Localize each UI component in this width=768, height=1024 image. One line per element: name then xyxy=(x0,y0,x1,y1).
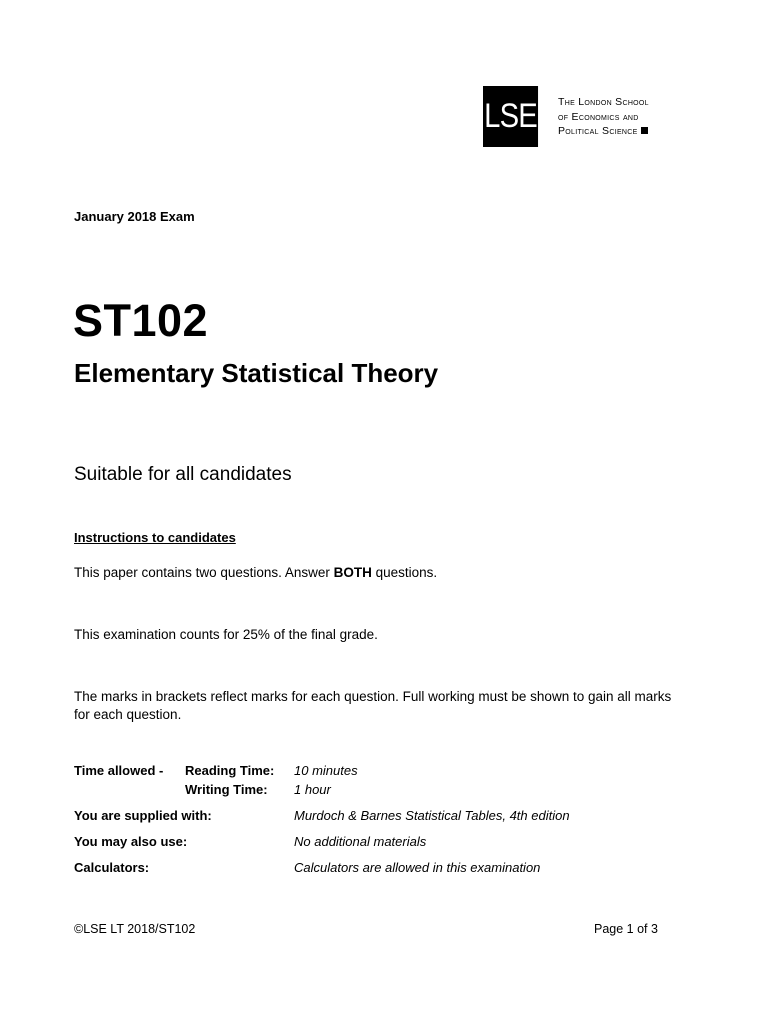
logo-text-line-1: The London School xyxy=(558,96,649,108)
logo-text-line-3-wrap xyxy=(558,124,649,139)
instructions-heading: Instructions to candidates xyxy=(74,530,236,545)
instruction-answer-bold: BOTH xyxy=(333,565,372,580)
square-icon xyxy=(641,127,648,134)
may-use-value: No additional materials xyxy=(294,834,427,849)
lse-logo-mark xyxy=(483,86,538,147)
supplied-label: You are supplied with: xyxy=(74,808,212,823)
writing-time-label: Writing Time: xyxy=(185,782,268,797)
writing-time-value: 1 hour xyxy=(294,782,331,797)
instruction-answer-pre: This paper contains two questions. Answer xyxy=(74,565,334,580)
lse-logo-text xyxy=(558,95,649,139)
instruction-grade-weight: This examination counts for 25% of the final grade. xyxy=(74,627,378,642)
course-code: ST102 xyxy=(73,295,209,346)
suitability-note: Suitable for all candidates xyxy=(74,464,292,485)
course-title: Elementary Statistical Theory xyxy=(74,358,439,388)
exam-date: January 2018 Exam xyxy=(74,209,195,224)
calculators-value: Calculators are allowed in this examination xyxy=(294,860,541,875)
reading-time-value: 10 minutes xyxy=(294,763,358,778)
may-use-label: You may also use: xyxy=(74,834,188,849)
supplied-value: Murdoch & Barnes Statistical Tables, 4th edition xyxy=(294,808,570,823)
lse-logo-letters: LSE xyxy=(484,97,537,135)
logo-text-line-3: Political Science xyxy=(558,125,638,137)
reading-time-label: Reading Time: xyxy=(185,763,275,778)
logo-text-line-2: of Economics and xyxy=(558,110,639,123)
time-allowed-label: Time allowed - xyxy=(74,763,164,778)
instruction-answer-both xyxy=(74,564,437,582)
footer-copyright: ©LSE LT 2018/ST102 xyxy=(74,922,196,936)
instruction-marks: The marks in brackets reflect marks for each question. Full working must be shown to gain all marks for each question. xyxy=(74,689,672,722)
footer-page-number: Page 1 of 3 xyxy=(594,922,658,936)
calculators-label: Calculators: xyxy=(74,860,150,875)
instruction-answer-post: questions. xyxy=(371,565,438,580)
